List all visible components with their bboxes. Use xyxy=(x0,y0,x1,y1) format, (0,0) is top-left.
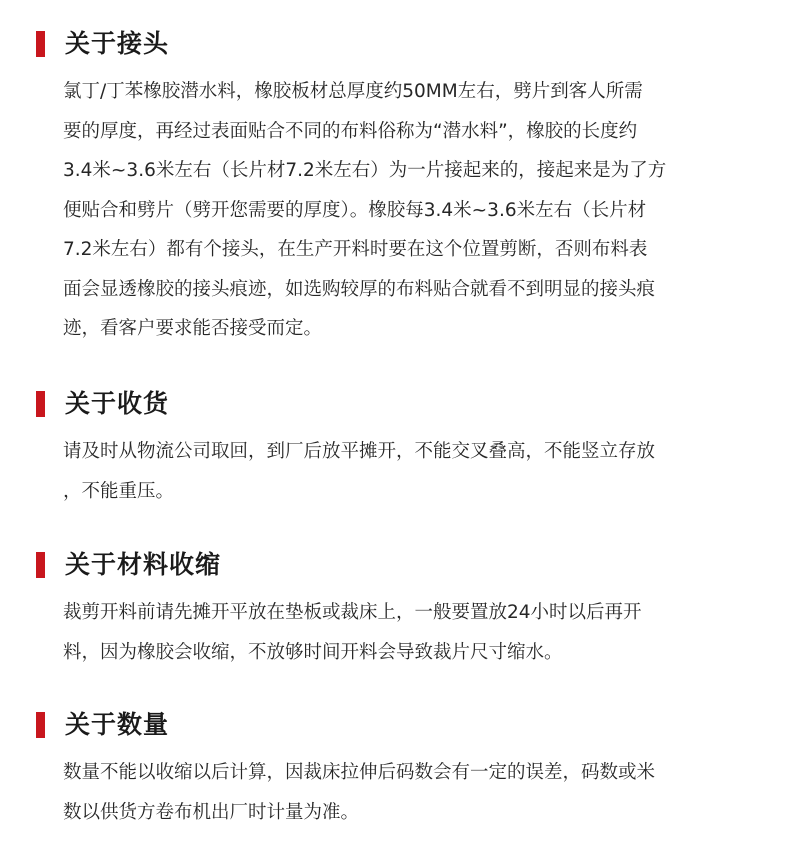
section-heading xyxy=(36,709,169,741)
section-paragraph xyxy=(63,72,743,349)
paragraph-line: 裁剪开料前请先摊开平放在垫板或裁床上，一般要置放24小时以后再开 xyxy=(63,602,642,623)
paragraph-line: 料，因为橡胶会收缩，不放够时间开料会导致裁片尺寸缩水。 xyxy=(63,641,563,663)
section-heading xyxy=(36,28,169,60)
section-paragraph xyxy=(63,593,743,672)
paragraph-line: 便贴合和劈片（劈开您需要的厚度）。橡胶每3.4米~3.6米左右（长片材 xyxy=(63,199,647,221)
paragraph-line: 面会显透橡胶的接头痕迹，如选购较厚的布料贴合就看不到明显的接头痕 xyxy=(63,278,656,300)
section-title: 关于收货 xyxy=(65,389,170,418)
accent-bar xyxy=(36,552,45,578)
paragraph-line: 3.4米~3.6米左右（长片材7.2米左右）为一片接起来的，接起来是为了方 xyxy=(63,160,667,181)
section-title: 关于材料收缩 xyxy=(65,550,222,579)
paragraph-line: 氯丁/丁苯橡胶潜水料，橡胶板材总厚度约50MM左右，劈片到客人所需 xyxy=(63,81,643,102)
paragraph-line: 要的厚度，再经过表面贴合不同的布料俗称为“潜水料”，橡胶的长度约 xyxy=(63,120,638,142)
accent-bar xyxy=(36,31,45,57)
paragraph-line: 数量不能以收缩以后计算，因裁床拉伸后码数会有一定的误差，码数或米 xyxy=(63,762,656,783)
accent-bar xyxy=(36,712,45,738)
paragraph-line: 迹，看客户要求能否接受而定。 xyxy=(63,318,323,339)
section-title: 关于接头 xyxy=(65,29,170,58)
section-heading xyxy=(36,388,169,420)
section-heading xyxy=(36,549,221,581)
paragraph-line: 请及时从物流公司取回，到厂后放平摊开，不能交叉叠高，不能竖立存放 xyxy=(63,441,656,462)
accent-bar xyxy=(36,391,45,417)
section-title: 关于数量 xyxy=(65,710,170,739)
section-paragraph xyxy=(63,432,743,511)
paragraph-line: ，不能重压。 xyxy=(63,480,175,502)
paragraph-line: 数以供货方卷布机出厂时计量为准。 xyxy=(63,801,360,823)
paragraph-line: 7.2米左右）都有个接头，在生产开料时要在这个位置剪断，否则布料表 xyxy=(63,239,648,260)
section-paragraph xyxy=(63,753,743,832)
